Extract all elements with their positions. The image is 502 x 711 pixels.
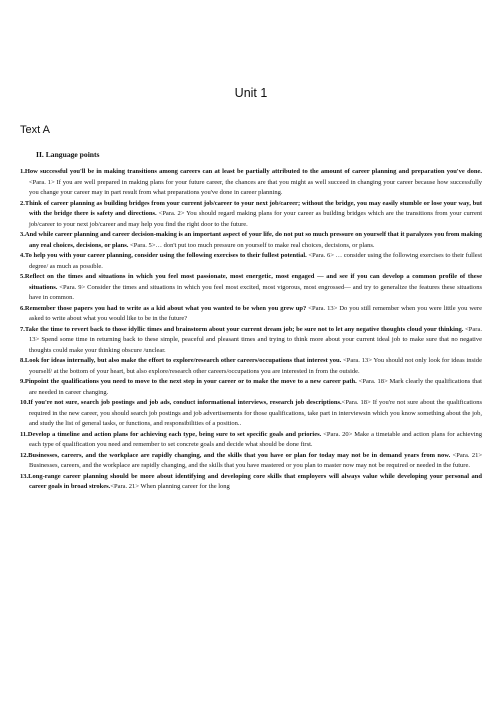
point-key-sentence: If you're not sure, search job postings and job ads, conduct informational interviews, research job descriptions. xyxy=(28,399,342,406)
point-number: 7. xyxy=(20,325,25,333)
point-key-sentence: Take the time to revert back to those idyllic times and brainstorm about your current dream job; be sure not to let any negative thoughts cloud your thinking. xyxy=(24,325,464,333)
point-key-sentence: Long-range career planning should be more about identifying and developing core skills that employers will always value while developing your personal and career goals in broad strokes. xyxy=(28,472,482,490)
point-number: 8. xyxy=(20,357,25,364)
language-point xyxy=(20,430,482,451)
point-key-sentence: Businesses, careers, and the workplace are rapidly changing, and the skills that you have or plan for today may not be in demand years from now. xyxy=(28,451,451,459)
point-explanation: <Para. 5>… don't put too much pressure on yourself to make real choices, decisions, or plans. xyxy=(128,241,375,249)
point-number: 3. xyxy=(20,231,25,238)
language-point xyxy=(20,377,482,398)
point-key-sentence: To help you with your career planning, consider using the following exercises to their fullest potential. xyxy=(24,252,307,259)
point-key-sentence: Develop a timeline and action plans for achieving each type, being sure to set specific goals and priories. xyxy=(27,430,322,438)
point-explanation: <Para. 20> Make a timetable and action plans for achieving each type of qualification you need and remember to set concrete goals and decide what should be done first. xyxy=(29,430,482,448)
point-explanation: <Para. 18> Mark clearly the qualifications that are needed in career changing. xyxy=(29,378,482,396)
point-number: 4. xyxy=(20,252,25,259)
language-point xyxy=(20,356,482,377)
point-explanation: <Para. 13> Spend some time in returning back to these simple, peaceful and pleasant times and trying to think more about your current ideal job to make sure that no negative thoughts could make your thinking obscure /unclear. xyxy=(29,325,482,354)
language-point xyxy=(20,251,482,272)
point-number: 12. xyxy=(20,451,29,459)
point-explanation: <Para. 13> Do you still remember when you were little you were asked to write about what you would like to be in the future? xyxy=(29,304,482,322)
point-key-sentence: Reflect on the times and situations in which you feel most passionate, most energetic, most engaged — and see if you can develop a common profile of these situations. xyxy=(24,273,482,291)
point-number: 13. xyxy=(20,472,29,480)
point-explanation: <Para. 21> Businesses, careers, and the workplace are rapidly changing, and the skills that you have mastered or you plan to master now may not be required or needed in the future. xyxy=(29,451,482,469)
point-number: 11. xyxy=(20,430,28,438)
point-explanation: <Para. 21> When planning career for the long xyxy=(110,483,230,490)
point-explanation: <Para. 2> You should regard making plans for your career as building bridges which are the transitions from your current job/career to your next job/career and may help you find the right door to the future. xyxy=(29,210,482,228)
point-explanation: <Para. 18> If you're not sure about the qualifications required in the new career, you should search job postings and job advertisements for those qualifications, take part in interviewsin which you know something about the job, and study the list of general tasks, or functions, and responsibilities of a position.. xyxy=(29,399,483,427)
section-heading: II. Language points xyxy=(36,150,100,159)
point-number: 6. xyxy=(20,304,25,312)
point-explanation: <Para. 13> You should not only look for ideas inside yourself/ at the bottom of your heart, but also explore/research other careers/occupations you are interested in from the outside. xyxy=(29,357,482,375)
point-explanation: <Para. 9> Consider the times and situations in which you feel most excited, most vigorous, most engrossed— and try to generalize the features these situations have in common. xyxy=(29,283,482,301)
language-point xyxy=(20,272,482,304)
language-point xyxy=(20,304,482,325)
point-key-sentence: Look for ideas internally, but also make the effort to explore/research other careers/occupations that interest you. xyxy=(24,357,342,364)
point-number: 9. xyxy=(20,378,25,385)
unit-title: Unit 1 xyxy=(234,86,268,100)
point-key-sentence: How successful you'll be in making transitions among careers can at least be partially attributed to the amount of career planning and preparation you've done. xyxy=(24,168,482,175)
point-explanation: <Para. 1> If you are well prepared in making plans for your future career, the chances are that you might as well succeed in changing your career because how successfully you change your career may in part result from what preparations you've done in career planning. xyxy=(29,178,482,196)
point-number: 1. xyxy=(20,168,25,175)
point-number: 2. xyxy=(20,199,25,207)
point-key-sentence: Think of career planning as building bridges from your current job/career to your next job/career; without the bridge, you may easily stumble or lose your way, but with the bridge there is safety and directions. xyxy=(24,199,482,217)
point-number: 5. xyxy=(20,273,25,280)
point-key-sentence: Remember those papers you had to write as a kid about what you wanted to be when you grew up? xyxy=(24,304,307,312)
point-key-sentence: And while career planning and career decision-making is an important aspect of your life, do not put so much pressure on yourself that it paralyzes you from making any real choices, decisions, or plans. xyxy=(24,231,482,249)
language-point xyxy=(20,167,482,199)
language-points-list xyxy=(20,167,482,493)
point-key-sentence: Pinpoint the qualifications you need to move to the next step in your career or to make the move to a new career path. xyxy=(24,378,357,385)
language-point xyxy=(20,451,482,472)
language-point xyxy=(20,472,482,493)
point-explanation: <Para. 6> … consider using the following exercises to their fullest degree/ as much as possible. xyxy=(29,252,482,270)
language-point xyxy=(20,230,482,251)
language-point xyxy=(20,325,482,357)
language-point xyxy=(20,398,482,430)
point-number: 10. xyxy=(20,399,29,406)
language-point xyxy=(20,199,482,231)
text-label: Text A xyxy=(20,124,50,136)
